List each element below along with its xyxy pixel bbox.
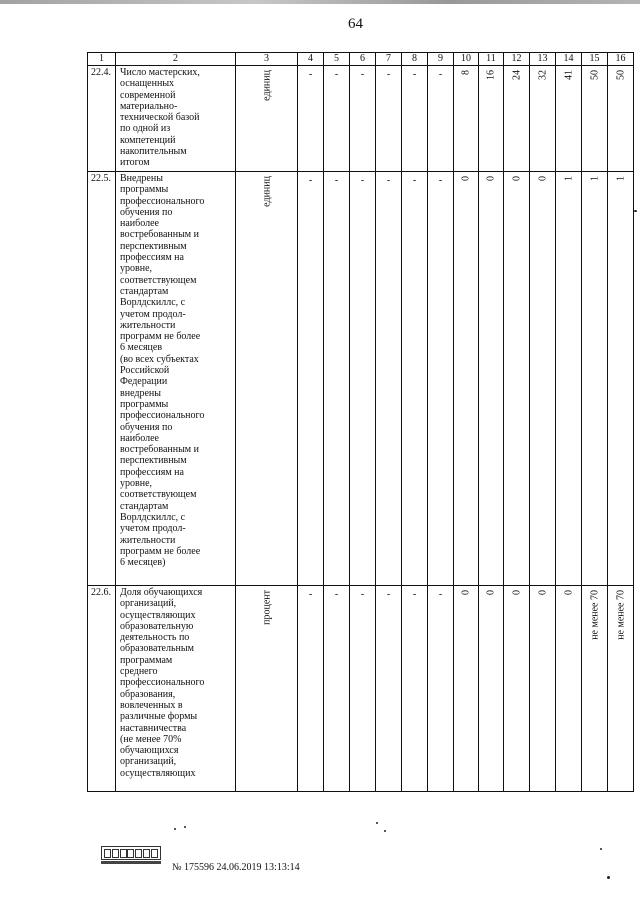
column-number: 1 <box>88 53 116 66</box>
column-number: 13 <box>530 53 556 66</box>
value-text: - <box>412 589 417 600</box>
value-cell <box>582 172 608 586</box>
value-text: 41 <box>562 70 574 80</box>
value-text: - <box>308 69 313 80</box>
emblem-base <box>101 861 161 864</box>
column-number-row <box>88 53 634 66</box>
value-text: 0 <box>510 176 522 181</box>
column-number: 11 <box>479 53 504 66</box>
value-cell <box>479 172 504 586</box>
value-text: 1 <box>562 176 574 181</box>
column-number: 8 <box>402 53 428 66</box>
column-number: 4 <box>298 53 324 66</box>
value-cell <box>608 66 634 172</box>
scan-speck <box>174 828 176 830</box>
value-cell <box>350 586 376 792</box>
value-text: - <box>360 69 365 80</box>
value-cell <box>582 586 608 792</box>
unit-label: единиц <box>260 70 272 101</box>
value-text: 24 <box>510 70 522 80</box>
indicator-name: Доля обучающихся организаций, осуществляющих образовательную деятельность по образовательным программам среднего профессионального образования, вовлеченных в различные формы наставничества (не менее 70% обучающихся организаций, осуществляющих <box>116 586 236 792</box>
value-cell <box>608 586 634 792</box>
unit-cell <box>236 172 298 586</box>
value-text: 0 <box>536 590 548 595</box>
page-number: 64 <box>348 16 363 32</box>
value-text: 32 <box>536 70 548 80</box>
value-cell <box>324 66 350 172</box>
value-text: - <box>412 175 417 186</box>
scan-speck <box>607 876 610 879</box>
value-cell <box>298 172 324 586</box>
scan-speck <box>376 822 378 824</box>
value-text: 0 <box>510 590 522 595</box>
value-cell <box>479 66 504 172</box>
value-cell <box>556 586 582 792</box>
indicator-name: Внедрены программы профессионального обучения по наиболее востребованным и перспективным профессиям на уровне, соответствующем стандартам Ворлдскиллс, с учетом продол- жительности программ не более 6 месяцев (во всех субъектах Российской Федерации внедрены программы профессионального обучения по наиболее востребованным и перспективным профессиям на уровне, соответствующем стандартам Ворлдскиллс, с учетом продол- жительности программ не более 6 месяцев) <box>116 172 236 586</box>
column-number: 3 <box>236 53 298 66</box>
value-cell <box>479 586 504 792</box>
unit-label: процент <box>260 590 272 625</box>
value-text: 0 <box>536 176 548 181</box>
row-number: 22.6. <box>88 586 116 792</box>
value-cell <box>428 66 454 172</box>
value-cell <box>530 586 556 792</box>
value-cell <box>454 172 479 586</box>
value-text: не менее 70 <box>614 590 626 640</box>
value-cell <box>402 172 428 586</box>
value-text: 50 <box>588 70 600 80</box>
value-text: 1 <box>588 176 600 181</box>
value-text: - <box>386 69 391 80</box>
value-text: - <box>308 589 313 600</box>
indicator-table <box>87 52 634 792</box>
value-text: - <box>334 175 339 186</box>
column-number: 7 <box>376 53 402 66</box>
table-row <box>88 586 634 792</box>
document-id: № 175596 24.06.2019 13:13:14 <box>172 862 300 873</box>
value-cell <box>556 172 582 586</box>
value-cell <box>454 586 479 792</box>
value-text: - <box>360 589 365 600</box>
value-cell <box>504 66 530 172</box>
value-cell <box>454 66 479 172</box>
value-cell <box>556 66 582 172</box>
row-number: 22.5. <box>88 172 116 586</box>
column-number: 5 <box>324 53 350 66</box>
value-cell <box>298 66 324 172</box>
column-number: 9 <box>428 53 454 66</box>
column-number: 16 <box>608 53 634 66</box>
value-text: не менее 70 <box>588 590 600 640</box>
value-text: 0 <box>460 176 472 181</box>
scan-edge-line <box>0 0 640 4</box>
value-text: - <box>386 175 391 186</box>
value-text: 1 <box>614 176 626 181</box>
table-row <box>88 172 634 586</box>
value-text: - <box>386 589 391 600</box>
value-cell <box>582 66 608 172</box>
value-cell <box>428 586 454 792</box>
value-text: 0 <box>485 176 497 181</box>
column-number: 12 <box>504 53 530 66</box>
value-cell <box>402 66 428 172</box>
value-cell <box>402 586 428 792</box>
value-text: 0 <box>485 590 497 595</box>
value-text: - <box>360 175 365 186</box>
value-cell <box>428 172 454 586</box>
scan-speck <box>600 848 602 850</box>
value-text: 50 <box>614 70 626 80</box>
value-text: 0 <box>460 590 472 595</box>
value-text: - <box>412 69 417 80</box>
column-number: 15 <box>582 53 608 66</box>
value-cell <box>608 172 634 586</box>
value-cell <box>324 172 350 586</box>
value-text: - <box>334 69 339 80</box>
value-text: 16 <box>485 70 497 80</box>
value-cell <box>504 172 530 586</box>
value-cell <box>530 66 556 172</box>
value-cell <box>324 586 350 792</box>
scan-speck <box>384 830 386 832</box>
government-emblem-icon <box>101 846 161 860</box>
column-number: 10 <box>454 53 479 66</box>
indicator-name: Число мастерских, оснащенных современной материально- технической базой по одной из компетенций накопительным итогом <box>116 66 236 172</box>
value-text: 8 <box>460 70 472 75</box>
value-text: - <box>308 175 313 186</box>
value-cell <box>350 172 376 586</box>
scan-speck <box>184 826 186 828</box>
value-cell <box>376 172 402 586</box>
value-cell <box>350 66 376 172</box>
column-number: 2 <box>116 53 236 66</box>
value-cell <box>376 66 402 172</box>
value-cell <box>504 586 530 792</box>
unit-label: единиц <box>260 176 272 207</box>
value-text: - <box>438 69 443 80</box>
value-cell <box>298 586 324 792</box>
table-row <box>88 66 634 172</box>
value-text: 0 <box>562 590 574 595</box>
value-cell <box>530 172 556 586</box>
scan-speck <box>634 210 637 212</box>
unit-cell <box>236 66 298 172</box>
column-number: 6 <box>350 53 376 66</box>
unit-cell <box>236 586 298 792</box>
value-text: - <box>334 589 339 600</box>
value-text: - <box>438 175 443 186</box>
column-number: 14 <box>556 53 582 66</box>
row-number: 22.4. <box>88 66 116 172</box>
value-cell <box>376 586 402 792</box>
value-text: - <box>438 589 443 600</box>
